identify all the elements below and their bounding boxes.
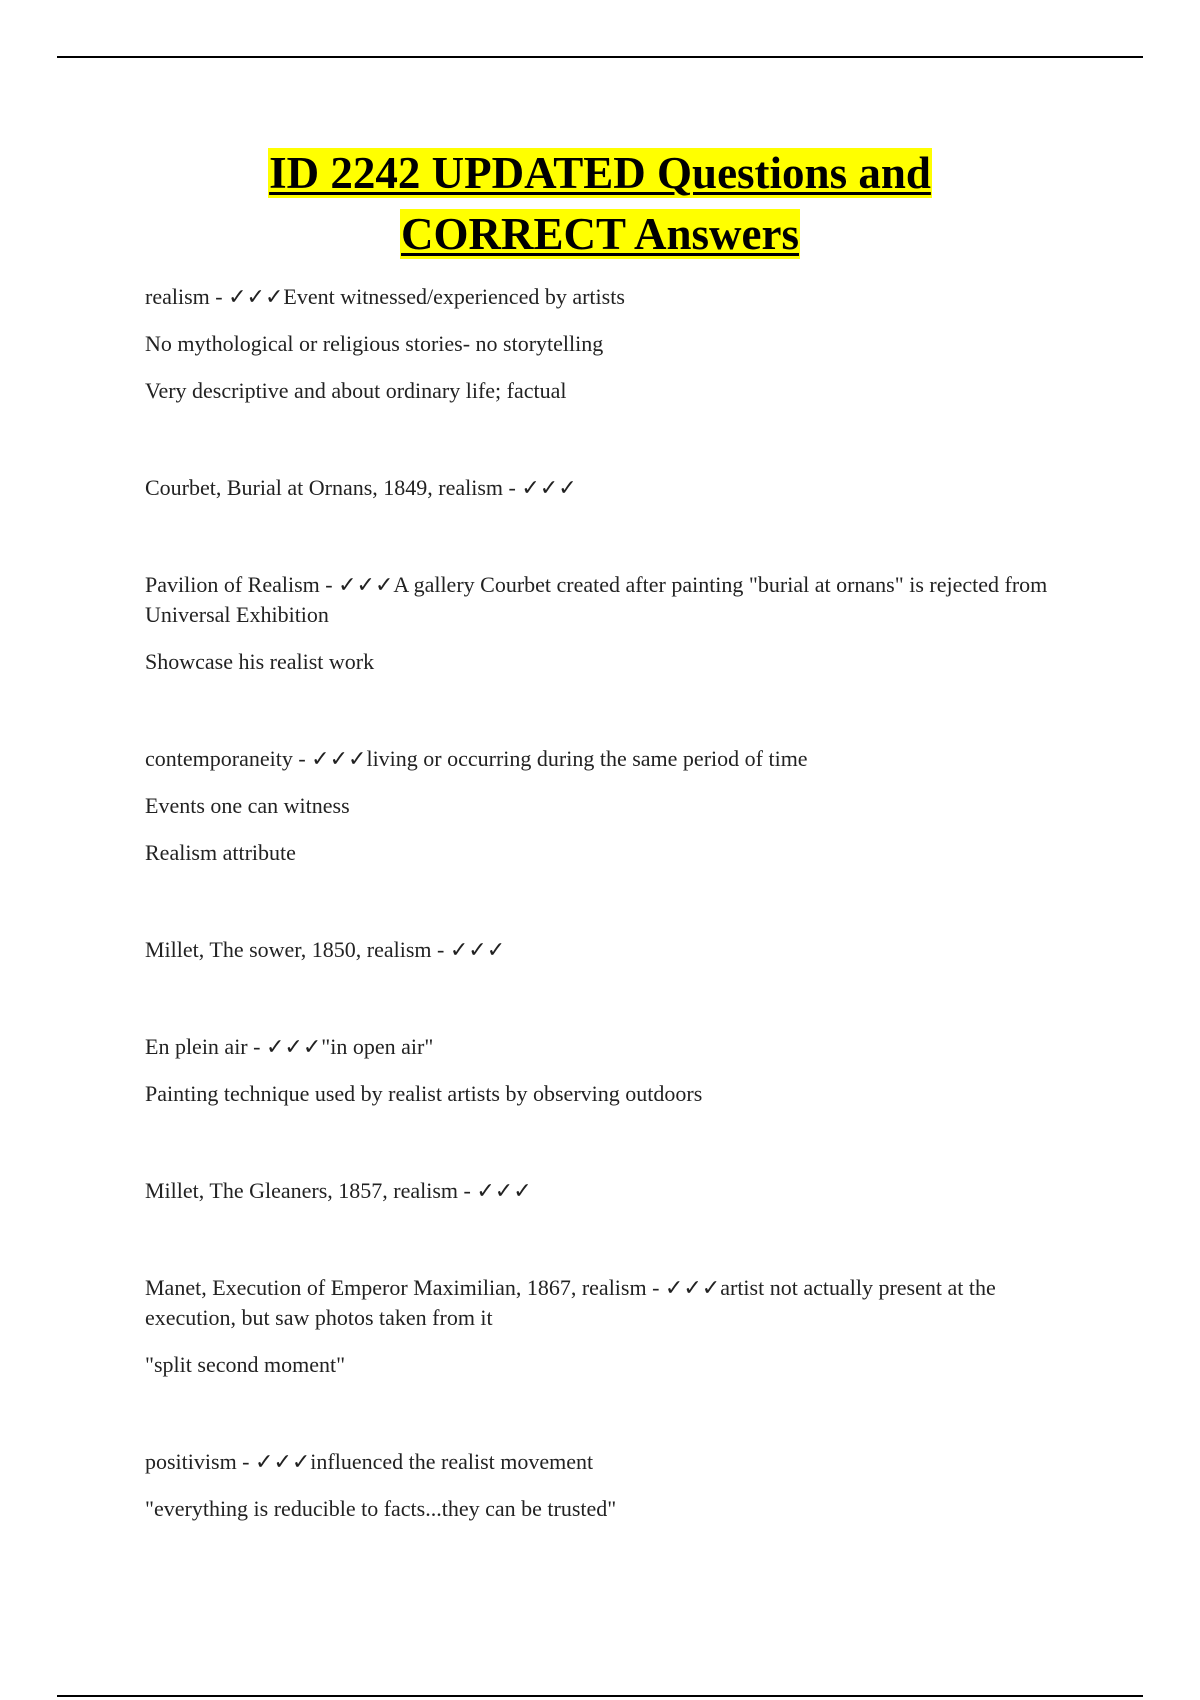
- entry-line: Painting technique used by realist artists by observing outdoors: [145, 1081, 703, 1106]
- entry-line: En plein air - ✓✓✓"in open air": [145, 1034, 434, 1059]
- qa-entry-positivism: [145, 1447, 1055, 1524]
- spacer: [145, 1397, 1055, 1447]
- spacer: [145, 423, 1055, 473]
- entry-line: "everything is reducible to facts...they can be trusted": [145, 1496, 617, 1521]
- spacer: [145, 885, 1055, 935]
- qa-entry-execution-of-maximilian: [145, 1273, 1055, 1380]
- qa-entry-burial-at-ornans: [145, 473, 1055, 503]
- top-rule: [57, 56, 1143, 58]
- entry-line: Pavilion of Realism - ✓✓✓A gallery Courbet created after painting "burial at ornans" is rejected from Universal Exhibition: [145, 572, 1053, 627]
- title-line-2-text: CORRECT Answers: [401, 209, 799, 259]
- qa-entry-the-gleaners: [145, 1176, 1055, 1206]
- qa-entry-pavilion-of-realism: [145, 570, 1055, 677]
- entry-line: Realism attribute: [145, 840, 296, 865]
- spacer: [145, 694, 1055, 744]
- spacer: [145, 982, 1055, 1032]
- title-line-2: [0, 204, 1200, 265]
- entry-line: positivism - ✓✓✓influenced the realist movement: [145, 1449, 594, 1474]
- entry-line: No mythological or religious stories- no storytelling: [145, 331, 604, 356]
- entry-line: "split second moment": [145, 1352, 346, 1377]
- entry-line: Courbet, Burial at Ornans, 1849, realism - ✓✓✓: [145, 475, 577, 500]
- entry-line: Very descriptive and about ordinary life; factual: [145, 378, 567, 403]
- spacer: [145, 520, 1055, 570]
- bottom-rule: [57, 1695, 1143, 1697]
- entry-line: Millet, The sower, 1850, realism - ✓✓✓: [145, 937, 506, 962]
- entry-line: contemporaneity - ✓✓✓living or occurring during the same period of time: [145, 746, 808, 771]
- entry-line: Showcase his realist work: [145, 649, 375, 674]
- spacer: [145, 1126, 1055, 1176]
- qa-entry-contemporaneity: [145, 744, 1055, 868]
- entry-line: Manet, Execution of Emperor Maximilian, 1867, realism - ✓✓✓artist not actually present at the execution, but saw photos taken from it: [145, 1275, 1002, 1330]
- title-line-1-text: ID 2242 UPDATED Questions and: [269, 148, 931, 198]
- document-title: [0, 143, 1200, 265]
- qa-entry-realism: [145, 282, 1055, 406]
- qa-entry-the-sower: [145, 935, 1055, 965]
- entry-line: Millet, The Gleaners, 1857, realism - ✓✓✓: [145, 1178, 532, 1203]
- qa-list: [145, 282, 1055, 1541]
- entry-line: realism - ✓✓✓Event witnessed/experienced by artists: [145, 284, 625, 309]
- qa-entry-en-plein-air: [145, 1032, 1055, 1109]
- spacer: [145, 1223, 1055, 1273]
- entry-line: Events one can witness: [145, 793, 350, 818]
- title-line-1: [0, 143, 1200, 204]
